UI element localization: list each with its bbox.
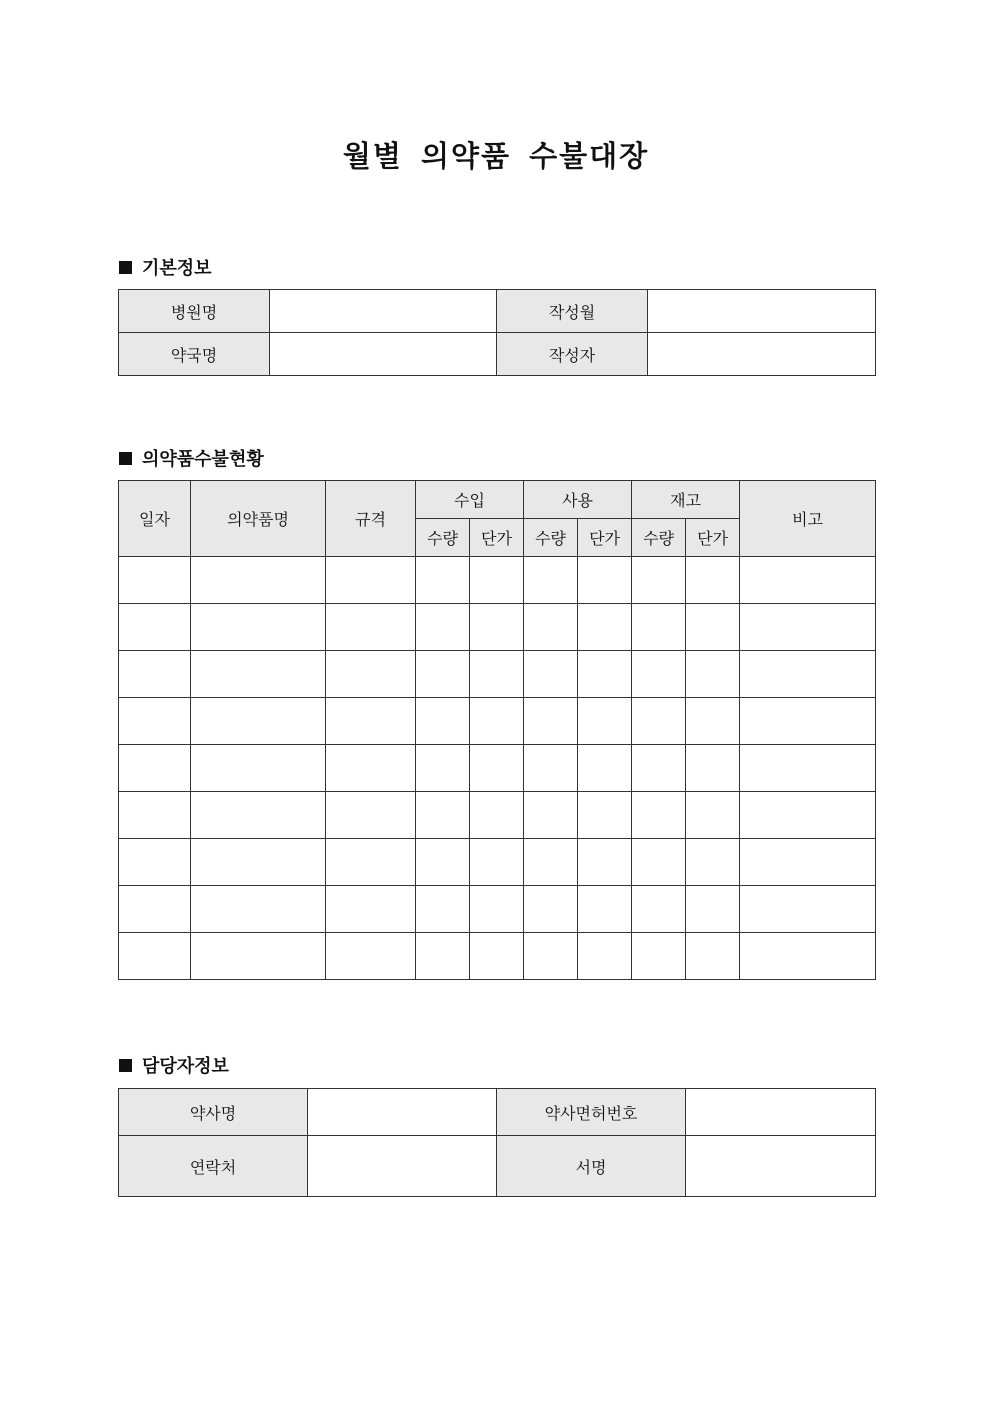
writer-field[interactable]: [648, 333, 876, 376]
spec-cell[interactable]: [326, 698, 416, 745]
header-date: 일자: [119, 481, 191, 557]
signature-field[interactable]: [686, 1136, 876, 1197]
stock-price-cell[interactable]: [686, 604, 740, 651]
date-cell[interactable]: [119, 839, 191, 886]
usage-price-cell[interactable]: [578, 886, 632, 933]
stock-qty-cell[interactable]: [632, 792, 686, 839]
stock-price-cell[interactable]: [686, 557, 740, 604]
usage-qty-cell[interactable]: [524, 651, 578, 698]
header-receipt: 수입: [416, 481, 524, 519]
note-cell[interactable]: [740, 698, 876, 745]
signature-label: 서명: [497, 1136, 686, 1197]
usage-price-cell[interactable]: [578, 839, 632, 886]
section-heading-contact: [119, 1052, 229, 1078]
pharmacy-field[interactable]: [270, 333, 497, 376]
date-cell[interactable]: [119, 698, 191, 745]
receipt-price-cell[interactable]: [470, 745, 524, 792]
header-stock-qty: 수량: [632, 519, 686, 557]
stock-price-cell[interactable]: [686, 651, 740, 698]
date-cell[interactable]: [119, 886, 191, 933]
date-cell[interactable]: [119, 933, 191, 980]
supply-status-table: [118, 480, 876, 980]
stock-qty-cell[interactable]: [632, 651, 686, 698]
header-spec: 규격: [326, 481, 416, 557]
table-row: [119, 839, 876, 886]
usage-price-cell[interactable]: [578, 651, 632, 698]
usage-price-cell[interactable]: [578, 792, 632, 839]
usage-qty-cell[interactable]: [524, 839, 578, 886]
stock-price-cell[interactable]: [686, 792, 740, 839]
spec-cell[interactable]: [326, 839, 416, 886]
receipt-qty-cell[interactable]: [416, 698, 470, 745]
receipt-price-cell[interactable]: [470, 698, 524, 745]
section-heading-supply-label: 의약품수불현황: [142, 449, 264, 470]
stock-price-cell[interactable]: [686, 933, 740, 980]
pharmacist-field[interactable]: [308, 1089, 497, 1136]
usage-qty-cell[interactable]: [524, 557, 578, 604]
date-cell[interactable]: [119, 651, 191, 698]
spec-cell[interactable]: [326, 933, 416, 980]
table-row: [119, 933, 876, 980]
receipt-qty-cell[interactable]: [416, 839, 470, 886]
note-cell[interactable]: [740, 886, 876, 933]
stock-qty-cell[interactable]: [632, 698, 686, 745]
stock-price-cell[interactable]: [686, 698, 740, 745]
usage-price-cell[interactable]: [578, 745, 632, 792]
note-cell[interactable]: [740, 792, 876, 839]
note-cell[interactable]: [740, 604, 876, 651]
spec-cell[interactable]: [326, 651, 416, 698]
pharmacy-label: 약국명: [119, 333, 270, 376]
receipt-qty-cell[interactable]: [416, 651, 470, 698]
stock-price-cell[interactable]: [686, 886, 740, 933]
usage-price-cell[interactable]: [578, 557, 632, 604]
stock-price-cell[interactable]: [686, 839, 740, 886]
square-bullet-icon: [119, 261, 132, 274]
table-row: [119, 792, 876, 839]
usage-qty-cell[interactable]: [524, 933, 578, 980]
table-row: [119, 557, 876, 604]
note-cell[interactable]: [740, 933, 876, 980]
header-receipt-price: 단가: [470, 519, 524, 557]
usage-qty-cell[interactable]: [524, 604, 578, 651]
usage-qty-cell[interactable]: [524, 698, 578, 745]
drug-name-cell[interactable]: [191, 933, 326, 980]
drug-name-cell[interactable]: [191, 698, 326, 745]
receipt-qty-cell[interactable]: [416, 557, 470, 604]
receipt-qty-cell[interactable]: [416, 933, 470, 980]
date-cell[interactable]: [119, 792, 191, 839]
license-field[interactable]: [686, 1089, 876, 1136]
note-cell[interactable]: [740, 557, 876, 604]
receipt-price-cell[interactable]: [470, 604, 524, 651]
drug-name-cell[interactable]: [191, 651, 326, 698]
receipt-qty-cell[interactable]: [416, 604, 470, 651]
phone-label: 연락처: [119, 1136, 308, 1197]
square-bullet-icon: [119, 1059, 132, 1072]
spec-cell[interactable]: [326, 745, 416, 792]
usage-price-cell[interactable]: [578, 933, 632, 980]
table-row: [119, 651, 876, 698]
usage-qty-cell[interactable]: [524, 745, 578, 792]
table-row: [119, 604, 876, 651]
section-heading-basic-label: 기본정보: [142, 258, 212, 279]
pharmacist-label: 약사명: [119, 1089, 308, 1136]
stock-qty-cell[interactable]: [632, 557, 686, 604]
date-cell[interactable]: [119, 557, 191, 604]
drug-name-cell[interactable]: [191, 792, 326, 839]
spec-cell[interactable]: [326, 792, 416, 839]
document-title: 월별 의약품 수불대장: [342, 139, 650, 173]
hospital-label: 병원명: [119, 290, 270, 333]
header-note: 비고: [740, 481, 876, 557]
usage-price-cell[interactable]: [578, 604, 632, 651]
drug-name-cell[interactable]: [191, 886, 326, 933]
writer-label: 작성자: [497, 333, 648, 376]
basic-info-table: [118, 289, 876, 376]
date-cell[interactable]: [119, 604, 191, 651]
header-stock-price: 단가: [686, 519, 740, 557]
table-row: [119, 886, 876, 933]
license-label: 약사면허번호: [497, 1089, 686, 1136]
receipt-price-cell[interactable]: [470, 839, 524, 886]
stock-qty-cell[interactable]: [632, 886, 686, 933]
section-heading-supply: [119, 445, 264, 471]
section-heading-contact-label: 담당자정보: [142, 1056, 229, 1077]
stock-price-cell[interactable]: [686, 745, 740, 792]
spec-cell[interactable]: [326, 604, 416, 651]
receipt-qty-cell[interactable]: [416, 792, 470, 839]
drug-name-cell[interactable]: [191, 745, 326, 792]
stock-qty-cell[interactable]: [632, 745, 686, 792]
header-usage-qty: 수량: [524, 519, 578, 557]
receipt-qty-cell[interactable]: [416, 886, 470, 933]
header-receipt-qty: 수량: [416, 519, 470, 557]
header-usage: 사용: [524, 481, 632, 519]
spec-cell[interactable]: [326, 886, 416, 933]
receipt-qty-cell[interactable]: [416, 745, 470, 792]
drug-name-cell[interactable]: [191, 557, 326, 604]
square-bullet-icon: [119, 452, 132, 465]
drug-name-cell[interactable]: [191, 839, 326, 886]
table-row: [119, 698, 876, 745]
receipt-price-cell[interactable]: [470, 933, 524, 980]
written-month-label: 작성월: [497, 290, 648, 333]
phone-field[interactable]: [308, 1136, 497, 1197]
written-month-field[interactable]: [648, 290, 876, 333]
drug-name-cell[interactable]: [191, 604, 326, 651]
section-heading-basic: [119, 254, 212, 280]
receipt-price-cell[interactable]: [470, 886, 524, 933]
usage-qty-cell[interactable]: [524, 886, 578, 933]
table-row: [119, 745, 876, 792]
note-cell[interactable]: [740, 651, 876, 698]
receipt-price-cell[interactable]: [470, 557, 524, 604]
header-usage-price: 단가: [578, 519, 632, 557]
note-cell[interactable]: [740, 745, 876, 792]
receipt-price-cell[interactable]: [470, 792, 524, 839]
usage-price-cell[interactable]: [578, 698, 632, 745]
receipt-price-cell[interactable]: [470, 651, 524, 698]
hospital-field[interactable]: [270, 290, 497, 333]
stock-qty-cell[interactable]: [632, 604, 686, 651]
header-drug-name: 의약품명: [191, 481, 326, 557]
header-stock: 재고: [632, 481, 740, 519]
spec-cell[interactable]: [326, 557, 416, 604]
note-cell[interactable]: [740, 839, 876, 886]
date-cell[interactable]: [119, 745, 191, 792]
stock-qty-cell[interactable]: [632, 933, 686, 980]
usage-qty-cell[interactable]: [524, 792, 578, 839]
contact-info-table: [118, 1088, 876, 1197]
stock-qty-cell[interactable]: [632, 839, 686, 886]
